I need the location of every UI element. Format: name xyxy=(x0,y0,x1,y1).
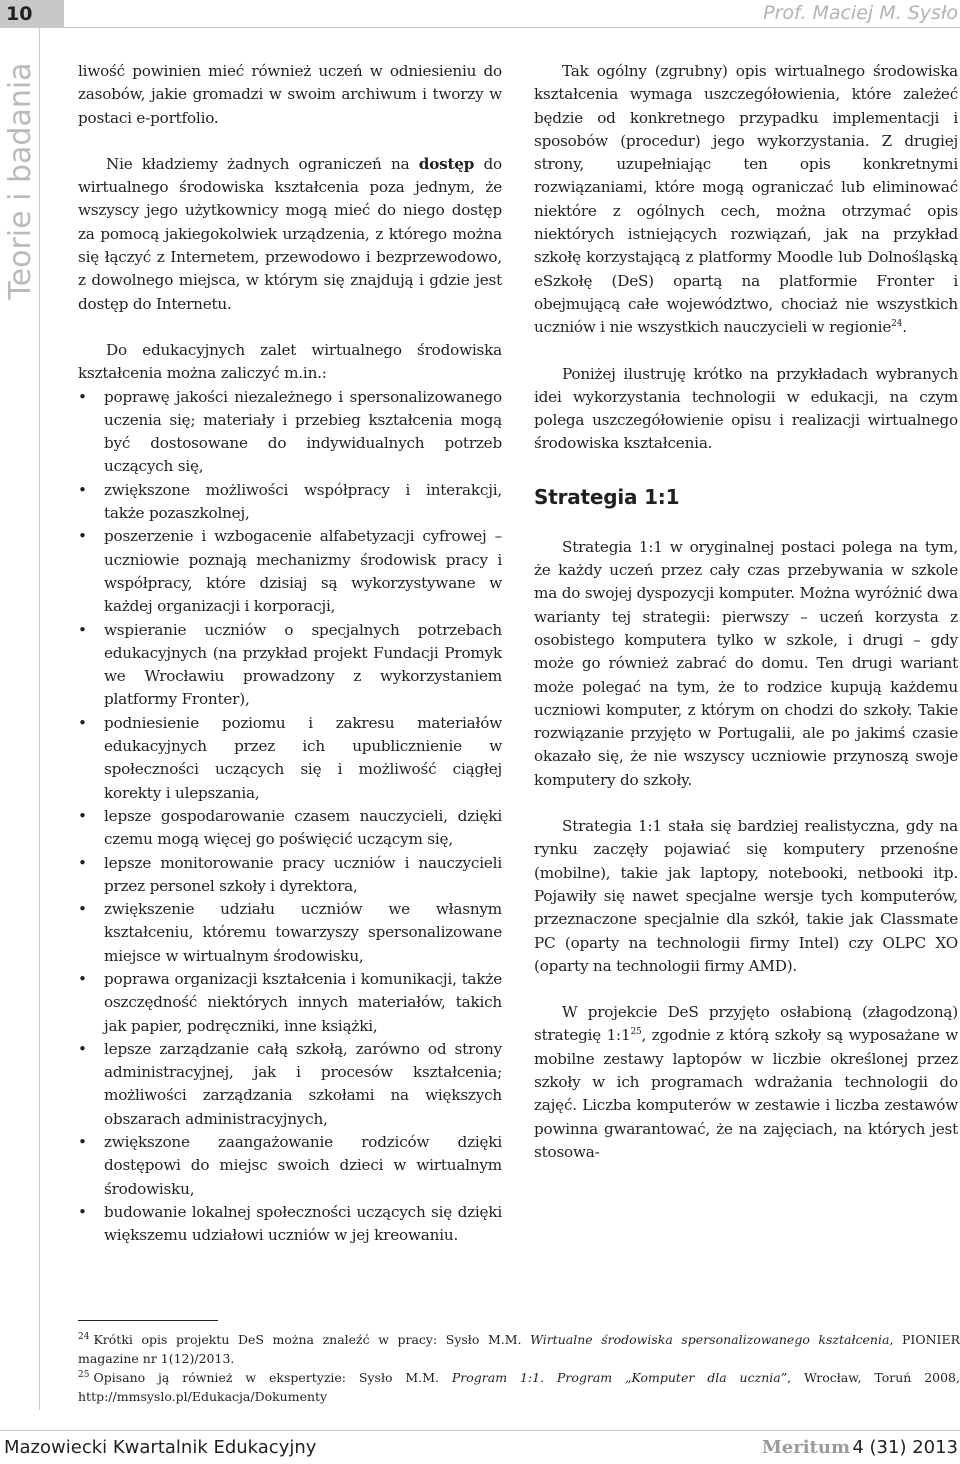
text-run: , PIONIER magazine nr 1(12)/2013. xyxy=(78,1332,960,1366)
side-rule xyxy=(39,28,40,1410)
text-run: , zgodnie z którą szkoły są wyposażane w mobilne zestawy laptopów w liczbie określonej przez szkoły w ich programach wdrażania technologii do zajęć. Liczba komputerów w zestawie i liczba zestawów powinna gwarantować, że na zajęciach, na których jest stosowa- xyxy=(534,1026,958,1161)
text-run: , Wrocław, Toruń 2008, http://mmsyslo.pl/Edukacja/Dokumenty xyxy=(78,1370,960,1404)
paragraph xyxy=(78,153,502,316)
footnote xyxy=(78,1368,960,1406)
text-run: Nie kładziemy żadnych ograniczeń na xyxy=(106,154,419,173)
bullet-item: • budowanie lokalnej społeczności uczących się dzięki większemu udziałowi uczniów w jej kreowaniu. xyxy=(78,1201,502,1248)
paragraph xyxy=(534,60,958,340)
bullet-item: • zwiększenie udziału uczniów we własnym kształceniu, któremu towarzyszy spersonalizowane miejsce w wirtualnym środowisku, xyxy=(78,898,502,968)
text-run: do wirtualnego środowiska kształcenia poza jednym, że wszyscy jego użytkownicy mogą mieć do niego dostęp za pomocą jakiegokolwiek urządzenia, z którego można się łączyć z Internetem, przewodowo i bezprzewodowo, z dowolnego miejsca, w którym się znajdują i gdzie jest dostęp do Internetu. xyxy=(78,154,503,313)
bullet-item: • lepsze gospodarowanie czasem nauczycieli, dzięki czemu mogą więcej go poświęcić uczącym się, xyxy=(78,805,502,852)
bullet-item: • poprawę jakości niezależnego i spersonalizowanego uczenia się; materiały i przebieg kształcenia mogą być dostosowane do indywidualnych potrzeb uczących się, xyxy=(78,386,502,479)
bullet-item: • lepsze monitorowanie pracy uczniów i nauczycieli przez personel szkoły i dyrektora, xyxy=(78,852,502,899)
text-run: . xyxy=(902,318,907,337)
paragraph: Poniżej ilustruję krótko na przykładach wybranych idei wykorzystania technologii w edukacji, na czym polega uszczegółowienie opisu i realizacji wirtualnego środowiska kształcenia. xyxy=(534,364,958,453)
footnote-rule xyxy=(78,1320,218,1321)
header-rule xyxy=(64,27,960,28)
footnote-title: Program 1:1. Program „Komputer dla ucznia” xyxy=(451,1370,788,1385)
left-column xyxy=(78,60,502,1248)
page-header xyxy=(0,0,960,30)
footnote-title: Wirtualne środowiska spersonalizowanego kształcenia xyxy=(530,1332,890,1347)
bullet-item: • lepsze zarządzanie całą szkołą, zarówno od strony administracyjnej, jak i procesów kształcenia; możliwości zarządzania szkołami na większych obszarach administracyjnych, xyxy=(78,1038,502,1131)
bullet-item: • zwiększone możliwości współpracy i interakcji, także pozaszkolnej, xyxy=(78,479,502,526)
paragraph xyxy=(534,1001,958,1164)
footer-rule xyxy=(0,1430,960,1431)
section-side-title: Teorie i badania xyxy=(3,62,38,300)
section-heading: Strategia 1:1 xyxy=(534,484,680,509)
journal-name: Mazowiecki Kwartalnik Edukacyjny xyxy=(4,1437,317,1458)
issue-number: 4 (31) 2013 xyxy=(852,1437,958,1458)
bullet-item: • poszerzenie i wzbogacenie alfabetyzacji cyfrowej – uczniowie poznają mechanizmy środowisk pracy i współpracy, które dzisiaj są wykorzystywane w każdej organizacji i korporacji, xyxy=(78,525,502,618)
page-number: 10 xyxy=(0,0,64,28)
bullet-item: • podniesienie poziomu i zakresu materiałów edukacyjnych przez ich upublicznienie w społeczności uczących się i możliwość ciągłej korekty i ulepszania, xyxy=(78,712,502,805)
footnote xyxy=(78,1330,960,1368)
paragraph: Strategia 1:1 w oryginalnej postaci polega na tym, że każdy uczeń przez cały czas przebywania w szkole ma do swojej dyspozycji komputer. Można wyróżnić dwa warianty tej strategii: pierwszy – uczeń korzysta z osobistego komputera tylko w szkole, i drugi – gdy może go również zabrać do domu. Ten drugi wariant może polegać na tym, że to rodzice kupują każdemu uczniowi komputer, z którym on chodzi do szkoły. Takie rozwiązanie przyjęto w Portugalii, ale po jakimś czasie okazało się, że nie wszyscy uczniowie przynoszą swoje komputery do szkoły. xyxy=(534,537,958,789)
footnote-number: 24 xyxy=(78,1331,90,1342)
footnote-ref: 25 xyxy=(630,1027,642,1038)
footnote-ref: 24 xyxy=(891,319,903,330)
text-run: Opisano ją również w ekspertyzie: Sysło M.M. xyxy=(93,1370,452,1385)
bullet-item: • zwiększone zaangażowanie rodziców dzięki dostępowi do miejsc swoich dzieci w wirtualnym środowisku, xyxy=(78,1131,502,1201)
page-footer xyxy=(0,1430,960,1464)
paragraph: Do edukacyjnych zalet wirtualnego środowiska kształcenia można zaliczyć m.in.: xyxy=(78,340,502,383)
bullet-item: • wspieranie uczniów o specjalnych potrzebach edukacyjnych (na przykład projekt Fundacji Promyk we Wrocławiu prowadzony z wykorzystaniem platformy Fronter), xyxy=(78,619,502,712)
text-run: Tak ogólny (zgrubny) opis wirtualnego środowiska kształcenia wymaga uszczegółowienia, które zależeć będzie od konkretnego przypadku implementacji i sposobów (procedur) jego wykorzystania. Z drugiej strony, uzupełniając ten opis konkretnymi rozwiązaniami, które mogą ograniczać lub eliminować niektóre z ogólnych cech, można otrzymać opis niektórych istniejących rozwiązań, jak na przykład szkołę korzystającą z platformy Moodle lub Dolnośląską eSzkołę (DeS) opartą na platformie Fronter i obejmującą całe województwo, chociaż nie wszystkich uczniów i nie wszystkich nauczycieli w regionie xyxy=(534,62,958,337)
text-run: W projekcie DeS przyjęto osłabioną (złagodzoną) strategię 1:1 xyxy=(534,1003,958,1045)
footnote-number: 25 xyxy=(78,1369,90,1380)
journal-brand: Meritum xyxy=(761,1437,850,1458)
bold-term: dostęp xyxy=(418,154,475,173)
footnotes xyxy=(78,1330,960,1406)
right-column xyxy=(534,60,958,1164)
bullet-item: • poprawa organizacji kształcenia i komunikacji, także oszczędność niektórych innych materiałów, takich jak papier, podręczniki, inne książki, xyxy=(78,968,502,1038)
running-author: Prof. Maciej M. Sysło xyxy=(763,2,958,24)
text-run: Krótki opis projektu DeS można znaleźć w pracy: Sysło M.M. xyxy=(93,1332,531,1347)
paragraph: Strategia 1:1 stała się bardziej realistyczna, gdy na rynku zaczęły pojawiać się komputery przenośne (mobilne), takie jak laptopy, notebooki, netbooki itp. Pojawiły się nawet specjalne wersje tych komputerów, przeznaczone specjalnie dla szkół, takie jak Classmate PC (oparty na technologii firmy Intel) czy OLPC XO (oparty na technologii firmy AMD). xyxy=(534,817,958,975)
paragraph: liwość powinien mieć również uczeń w odniesieniu do zasobów, jakie gromadzi w swoim archiwum i tworzy w postaci e-portfolio. xyxy=(78,62,502,127)
bullet-list xyxy=(78,386,502,1248)
